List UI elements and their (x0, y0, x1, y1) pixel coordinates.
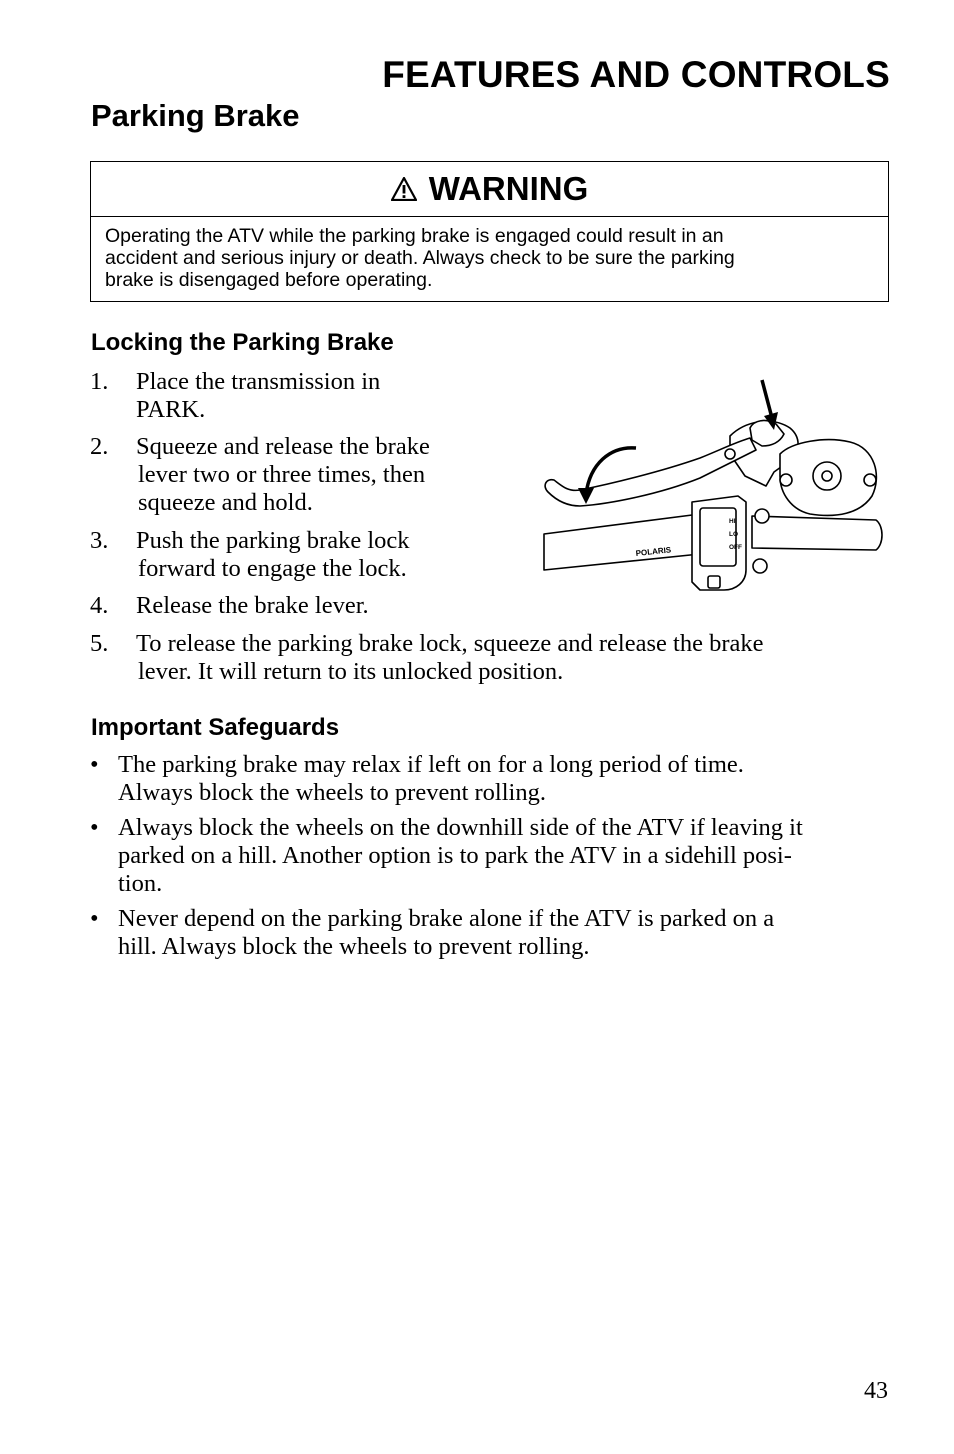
brake-lever (545, 438, 756, 506)
safeguards-heading: Important Safeguards (91, 714, 340, 741)
page-number: 43 (864, 1378, 888, 1404)
bullet-line: Never depend on the parking brake alone if the ATV is parked on a (118, 905, 775, 932)
warning-line: brake is disengaged before operating. (105, 269, 433, 291)
step-line: To release the parking brake lock, squeeze and release the brake (136, 630, 764, 657)
bullet-line: Always block the wheels to prevent rolling. (118, 779, 546, 806)
step-line: forward to engage the lock. (138, 555, 407, 582)
warning-line: Operating the ATV while the parking brake is engaged could result in an (105, 225, 724, 247)
switch-label: OFF (729, 544, 742, 551)
bullet-line: The parking brake may relax if left on for a long period of time. (118, 751, 744, 778)
step-line: PARK. (136, 396, 206, 423)
locking-heading: Locking the Parking Brake (91, 329, 394, 356)
step-line: Release the brake lever. (136, 592, 369, 619)
step-line: Squeeze and release the brake (136, 433, 430, 460)
step-number: 5. (90, 630, 109, 657)
brake-lever-illustration (540, 376, 890, 604)
step-line: squeeze and hold. (138, 489, 313, 516)
warning-text (91, 217, 888, 291)
step-line: Push the parking brake lock (136, 527, 410, 554)
step-line: Place the transmission in (136, 368, 381, 395)
warning-header (91, 162, 888, 217)
step-number: 2. (90, 433, 109, 460)
bullet-line: tion. (118, 870, 163, 897)
switch-label: HI (729, 518, 736, 525)
bullet-line: hill. Always block the wheels to prevent rolling. (118, 933, 590, 960)
bullet-line: parked on a hill. Another option is to park the ATV in a sidehill posi- (118, 842, 792, 869)
warning-triangle-icon (391, 177, 417, 201)
handlebar-grip (544, 514, 700, 570)
brand-label: POLARIS (635, 545, 672, 558)
step-line: lever two or three times, then (138, 461, 426, 488)
step-number: 3. (90, 527, 109, 554)
handlebar-bar (752, 516, 882, 550)
warning-title: WARNING (428, 170, 589, 207)
bullet-line: Always block the wheels on the downhill side of the ATV if leaving it (118, 814, 803, 841)
page-title: Parking Brake (91, 98, 300, 133)
warning-line: accident and serious injury or death. Always check to be sure the parking (105, 247, 735, 269)
step-number: 1. (90, 368, 109, 395)
switch-label: LO (729, 531, 739, 538)
warning-box (90, 161, 889, 302)
chapter-title: FEATURES AND CONTROLS (382, 54, 890, 95)
step-line: lever. It will return to its unlocked position. (138, 658, 564, 685)
step-number: 4. (90, 592, 109, 619)
